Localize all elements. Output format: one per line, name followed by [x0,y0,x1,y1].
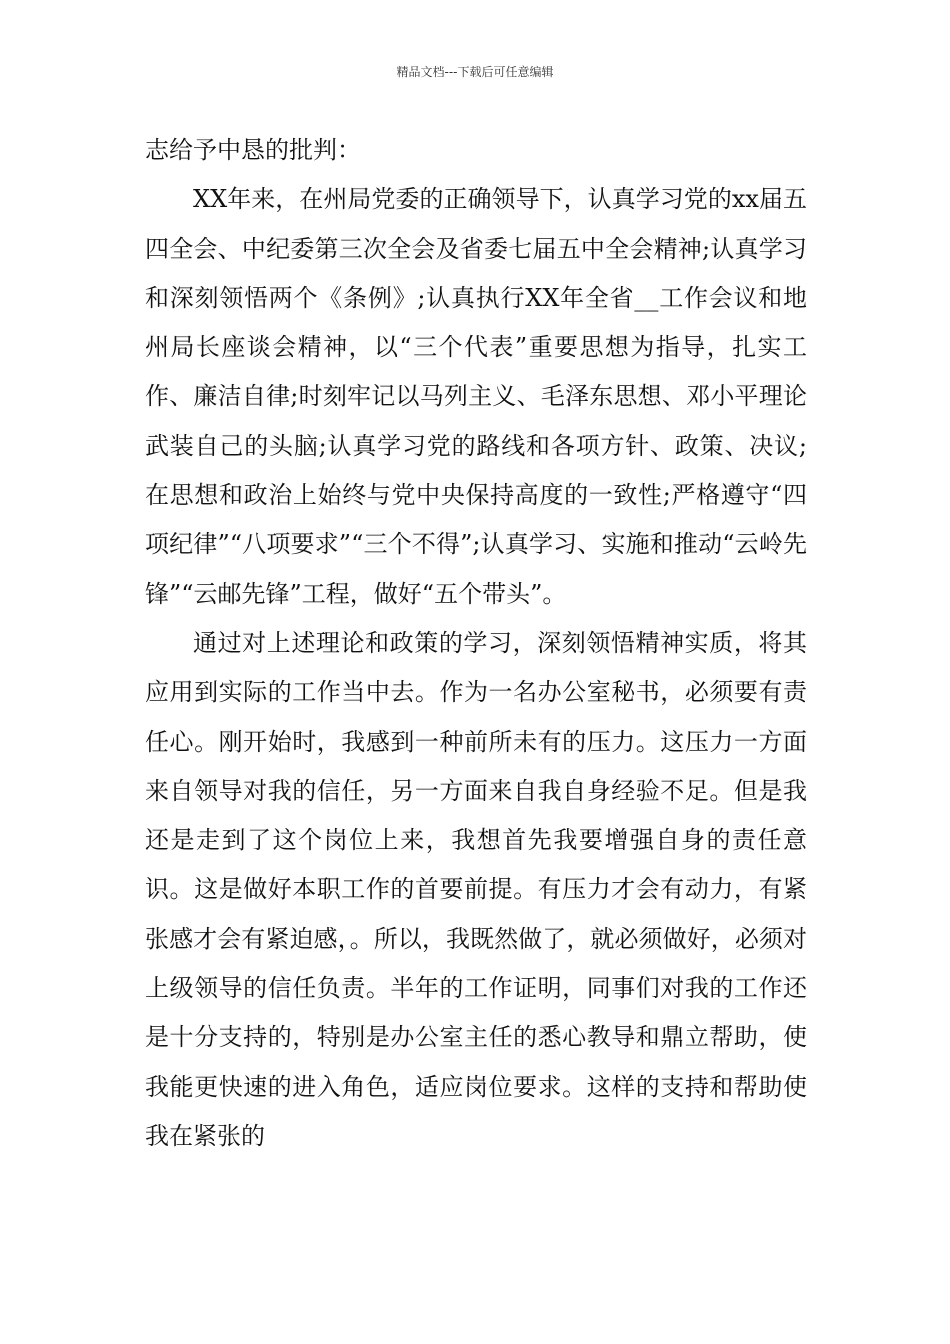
paragraph-continuation: 志给予中恳的批判： [145,136,361,164]
document-body [145,126,807,1161]
page-header: 精品文档---下载后可任意编辑 [396,65,554,79]
paragraph-responsibility: 通过对上述理论和政策的学习，深刻领悟精神实质，将其应用到实际的工作当中去。作为一名办公室秘书，必须要有责任心。刚开始时，我感到一种前所未有的压力。这压力一方面来自领导对我的信任，另一方面来自我自身经验不足。但是我还是走到了这个岗位上来，我想首先我要增强自身的责任意识。这是做好本职工作的首要前提。有压力才会有动力，有紧张感才会有紧迫感，。所以，我既然做了，就必须做好，必须对上级领导的信任负责。半年的工作证明，同事们对我的工作还是十分支持的，特别是办公室主任的悉心教导和鼎立帮助，使我能更快速的进入角色，适应岗位要求。这样的支持和帮助使我在紧张的 [145,628,807,1150]
paragraph-study-summary: XX年来，在州局党委的正确领导下，认真学习党的xx届五四全会、中纪委第三次全会及省委七届五中全会精神;认真学习和深刻领悟两个《条例》;认真执行XX年全省__工作会议和地州局长座谈会精神，以“三个代表”重要思想为指导，扎实工作、廉洁自律;时刻牢记以马列主义、毛泽东思想、邓小平理论武装自己的头脑;认真学习党的路线和各项方针、政策、决议;在思想和政治上始终与党中央保持高度的一致性;严格遵守“四项纪律”“八项要求”“三个不得”;认真学习、实施和推动“云岭先锋”“云邮先锋”工程，做好“五个带头”。 [145,185,807,608]
